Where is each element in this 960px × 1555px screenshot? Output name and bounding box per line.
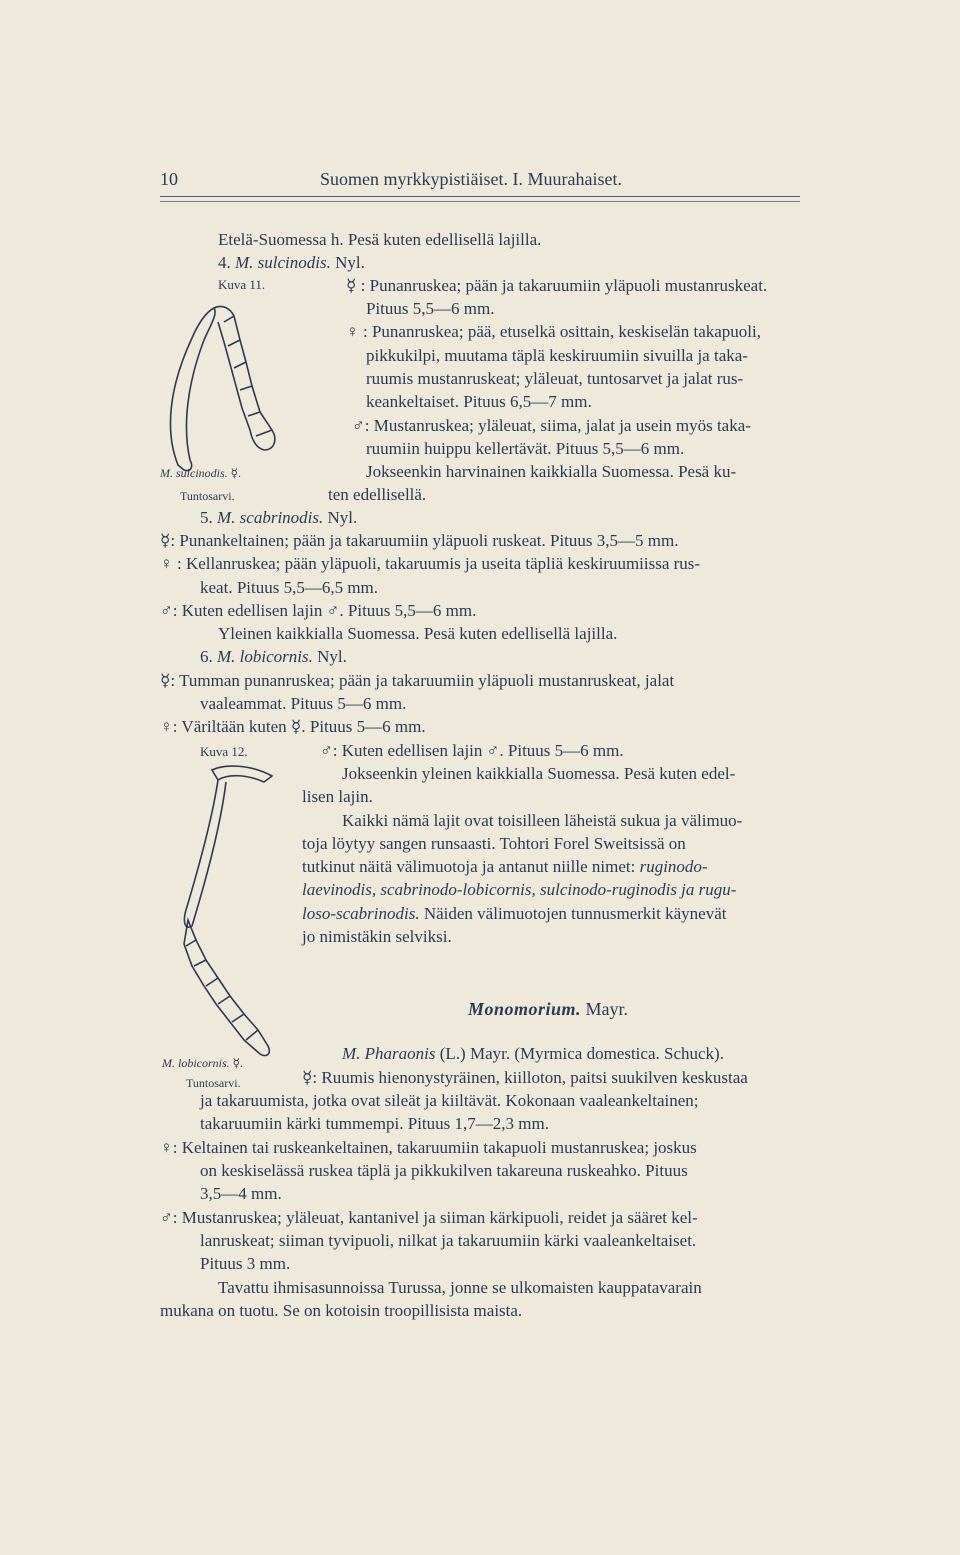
species-number: 5. [200,508,213,527]
figure-caption-part: Tuntosarvi. [186,1076,241,1090]
species-name: M. scabrinodis. [217,508,324,527]
text-line: ♀ : Kellanruskea; pään yläpuoli, takaruumis ja useita täpliä keskiruumiissa rus- [160,554,701,573]
text-line: Tavattu ihmisasunnoissa Turussa, jonne se ulkomaisten kauppatavarain [218,1278,702,1297]
figure-caption-symbol: ☿. [230,466,242,480]
text-line [302,903,726,925]
italic-span: ruginodo- [639,857,708,876]
text-line: 3,5—4 mm. [200,1184,282,1203]
species-name: M. sulcinodis. [235,253,331,272]
text-line: Yleinen kaikkialla Suomessa. Pesä kuten edellisellä lajilla. [218,624,618,643]
species-author: Nyl. [327,508,358,527]
figure-caption-part: Tuntosarvi. [180,489,235,503]
figure-caption-name: M. sulcinodis. [160,466,228,480]
running-title: Suomen myrkkypistiäiset. I. Muurahaiset. [320,169,622,189]
text-line: ruumis mustanruskeat; yläleuat, tuntosarvet ja jalat rus- [366,369,744,388]
text-line: Pituus 5,5—6 mm. [366,299,495,318]
species-name: M. lobicornis. [217,647,313,666]
genus-author: Mayr. [585,999,629,1019]
text-line: takaruumiin kärki tummempi. Pituus 1,7—2,3 mm. [200,1114,549,1133]
italic-span: laevinodis, scabrinodo-lobicornis, sulcinodo-ruginodis ja rugu- [302,880,737,899]
text-line: lanruskeat; siiman tyvipuoli, nilkat ja takaruumiin kärki vaaleankeltaiset. [200,1231,697,1250]
figure-label: Kuva 12. [200,744,248,759]
figure-caption [160,462,241,484]
species-heading [200,507,357,529]
text-span: tutkinut näitä välimuotoja ja antanut niille nimet: [302,857,636,876]
figure-caption-name: M. lobicornis. [162,1056,230,1070]
text-line [302,856,708,878]
text-line: on keskiselässä ruskea täplä ja pikkukilven takareuna ruskeahko. Pituus [200,1161,688,1180]
species-author: (L.) Mayr. (Myrmica domestica. Schuck). [439,1044,724,1063]
text-line: ten edellisellä. [328,485,427,504]
figure-caption-symbol: ☿. [232,1056,244,1070]
text-line: ♀: Väriltään kuten ☿. Pituus 5—6 mm. [160,717,426,736]
header-rule [160,196,800,197]
antenna-figure-12 [172,760,282,1060]
header-rule-thin [160,201,800,202]
text-line: pikkukilpi, muutama täplä keskiruumiin sivuilla ja taka- [366,346,748,365]
species-number: 6. [200,647,213,666]
text-line: keat. Pituus 5,5—6,5 mm. [200,578,379,597]
species-heading [218,252,365,274]
text-line: Etelä-Suomessa h. Pesä kuten edellisellä lajilla. [218,230,542,249]
text-line: ☿: Ruumis hienonystyräinen, kiilloton, paitsi suukilven keskustaa [302,1068,748,1087]
text-line: Jokseenkin harvinainen kaikkialla Suomessa. Pesä ku- [366,462,737,481]
text-line: vaaleammat. Pituus 5—6 mm. [200,694,407,713]
text-line: ruumiin huippu kellertävät. Pituus 5,5—6 mm. [366,439,685,458]
text-line: mukana on tuotu. Se on kotoisin troopillisista maista. [160,1301,523,1320]
page-number: 10 [160,169,178,189]
text-line: lisen lajin. [302,787,373,806]
species-author: Nyl. [317,647,347,666]
figure-label: Kuva 11. [218,277,266,292]
antenna-figure-11 [160,290,310,490]
text-line: ♂: Mustanruskea; yläleuat, kantanivel ja siiman kärkipuoli, reidet ja sääret kel- [160,1208,698,1227]
text-line: ♀ : Punanruskea; pää, etuselkä osittain, keskiselän takapuoli, [346,322,761,341]
text-line: ☿: Tumman punanruskea; pään ja takaruumiin yläpuoli mustanruskeat, jalat [160,671,675,690]
text-line: toja löytyy sangen runsaasti. Tohtori Forel Sweitsissä on [302,834,686,853]
text-line: ♀: Keltainen tai ruskeankeltainen, takaruumiin takapuoli mustanruskea; joskus [160,1138,697,1157]
text-line: Pituus 3 mm. [200,1254,291,1273]
text-line: ♂: Kuten edellisen lajin ♂. Pituus 5,5—6 mm. [160,601,477,620]
genus-name: Monomorium. [468,999,582,1019]
text-line: ☿ : Punanruskea; pään ja takaruumiin yläpuoli mustanruskeat. [346,276,768,295]
text-line: jo nimistäkin selviksi. [302,927,452,946]
text-line: ♂: Mustanruskea; yläleuat, siima, jalat ja usein myös taka- [352,416,751,435]
text-line: ja takaruumista, jotka ovat sileät ja kiiltävät. Kokonaan vaaleankeltainen; [200,1091,699,1110]
species-heading [342,1043,724,1065]
text-line: keankeltaiset. Pituus 6,5—7 mm. [366,392,592,411]
text-line: ☿: Punankeltainen; pään ja takaruumiin yläpuoli ruskeat. Pituus 3,5—5 mm. [160,531,679,550]
text-line: ♂: Kuten edellisen lajin ♂. Pituus 5—6 mm. [320,741,624,760]
species-author: Nyl. [335,253,365,272]
figure-caption [162,1052,243,1074]
text-span: Näiden välimuotojen tunnusmerkit käynevät [423,904,727,923]
genus-heading [468,998,628,1020]
species-heading [200,646,347,668]
text-line: Kaikki nämä lajit ovat toisilleen läheistä sukua ja välimuo- [342,811,743,830]
italic-span: loso-scabrinodis. [302,904,420,923]
species-number: 4. [218,253,231,272]
text-line: Jokseenkin yleinen kaikkialla Suomessa. Pesä kuten edel- [342,764,736,783]
text-line [302,879,736,901]
species-name: M. Pharaonis [342,1044,436,1063]
